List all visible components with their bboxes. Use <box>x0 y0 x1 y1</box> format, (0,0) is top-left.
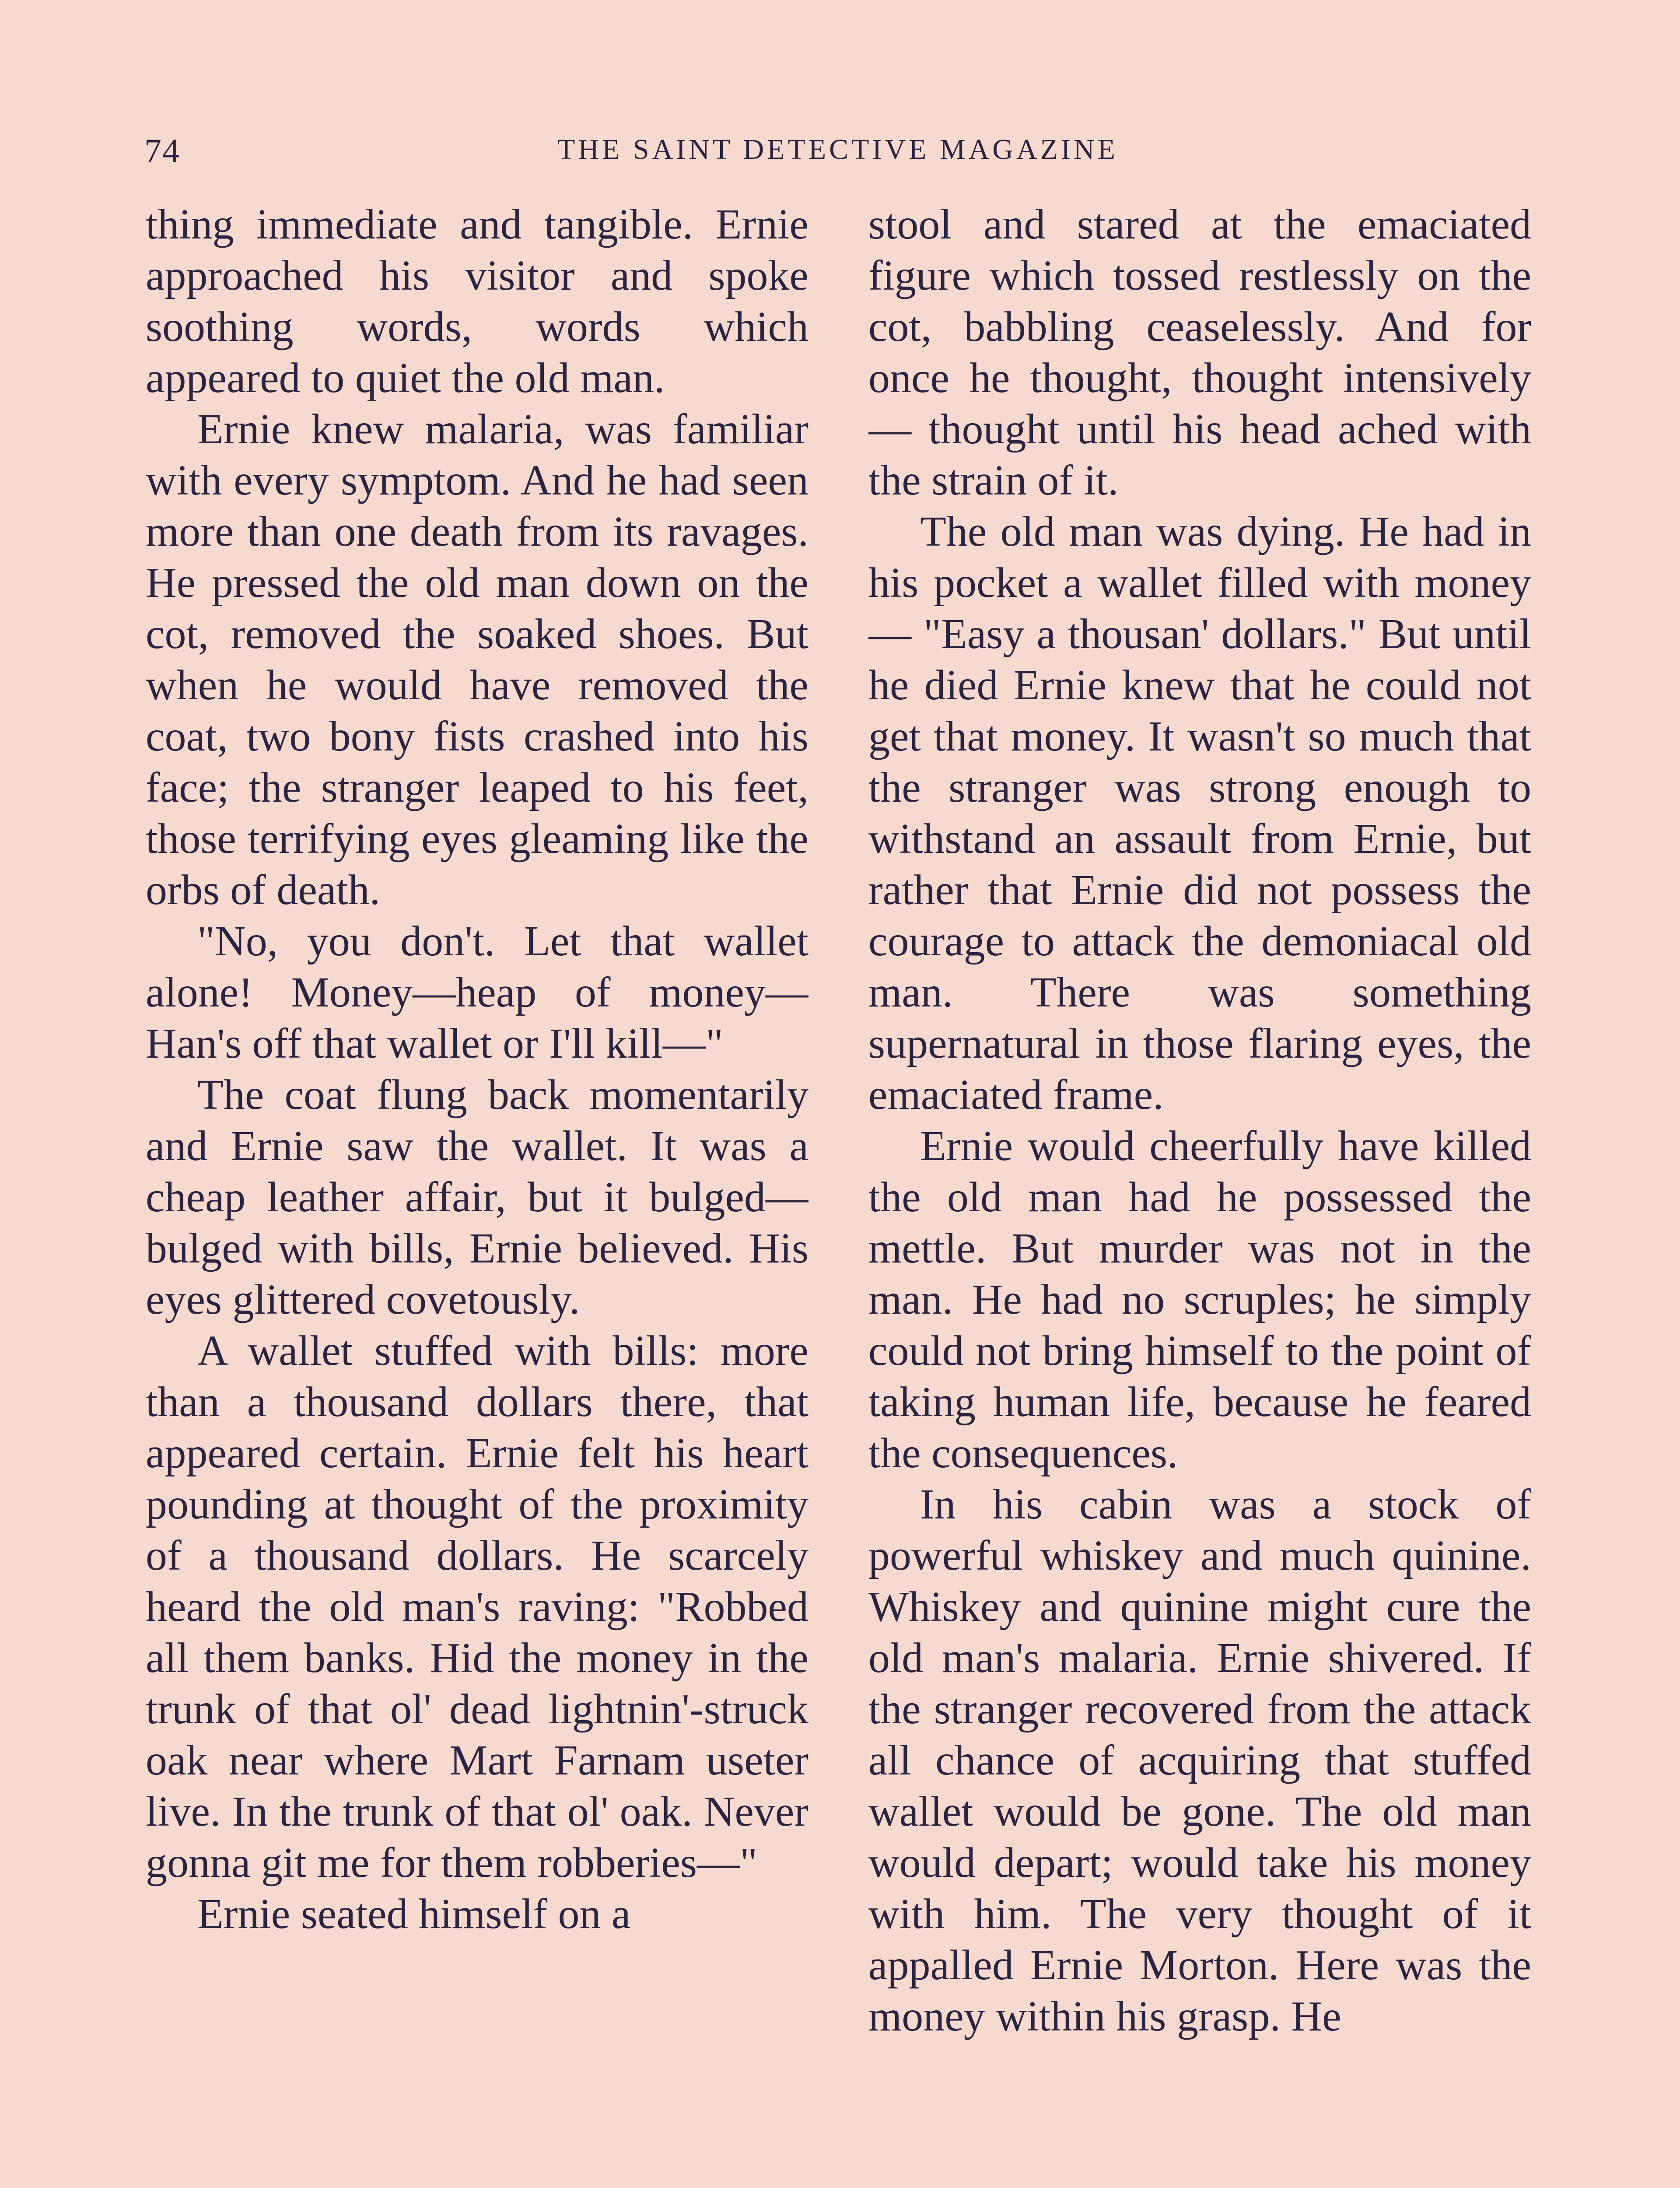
right-column <box>868 199 1531 2188</box>
paragraph: stool and stared at the emaciated figure which tossed restlessly on the cot, babbling ceaselessly. And for once he thought, thought intensively — thought until his head ached with the strain of it. <box>868 201 1531 504</box>
paragraph: Ernie would cheerfully have killed the old man had he possessed the mettle. But murder was not in the man. He had no scruples; he simply could not bring himself to the point of taking human life, because he feared the consequences. <box>868 1122 1531 1477</box>
paragraph: A wallet stuffed with bills: more than a thousand dollars there, that appeared certain. Ernie felt his heart pounding at thought of the proximity of a thousand dollars. He scarcely heard the old man's raving: "Robbed all them banks. Hid the money in the trunk of that ol' dead lightnin'-struck oak near where Mart Farnam useter live. In the trunk of that ol' oak. Never gonna git me for them robberies—" <box>146 1327 808 1886</box>
paragraph: In his cabin was a stock of powerful whiskey and much quinine. Whiskey and quinine might cure the old man's malaria. Ernie shivered. If the stranger recovered from the attack all chance of acquiring that stuffed wallet would be gone. The old man would depart; would take his money with him. The very thought of it appalled Ernie Morton. Here was the money within his grasp. He <box>868 1481 1531 2040</box>
page-number: 74 <box>144 132 180 170</box>
paragraph: thing immediate and tangible. Ernie approached his visitor and spoke soothing words, words which appeared to quiet the old man. <box>146 201 808 402</box>
paragraph: Ernie knew malaria, was familiar with every symptom. And he had seen more than one death from its ravages. He pressed the old man down on the cot, removed the soaked shoes. But when he would have removed the coat, two bony fists crashed into his face; the stranger leaped to his feet, those terrifying eyes gleaming like the orbs of death. <box>146 406 808 914</box>
paragraph: Ernie seated himself on a <box>197 1890 631 1938</box>
paragraph: The old man was dying. He had in his pocket a wallet filled with money— "Easy a thousan' dollars." But until he died Ernie knew that he could not get that money. It wasn't so much that the stranger was strong enough to withstand an assault from Ernie, but rather that Ernie did not possess the courage to attack the demoniacal old man. There was something supernatural in those flaring eyes, the emaciated frame. <box>868 508 1531 1119</box>
left-column <box>146 199 808 2188</box>
paragraph: The coat flung back momentarily and Ernie saw the wallet. It was a cheap leather affair, but it bulged—bulged with bills, Ernie believed. His eyes glittered covetously. <box>146 1071 808 1323</box>
running-title: THE SAINT DETECTIVE MAGAZINE <box>557 133 1118 165</box>
page-header <box>144 131 1531 179</box>
paragraph: "No, you don't. Let that wallet alone! Money—heap of money— Han's off that wallet or I'll kill—" <box>146 918 808 1067</box>
